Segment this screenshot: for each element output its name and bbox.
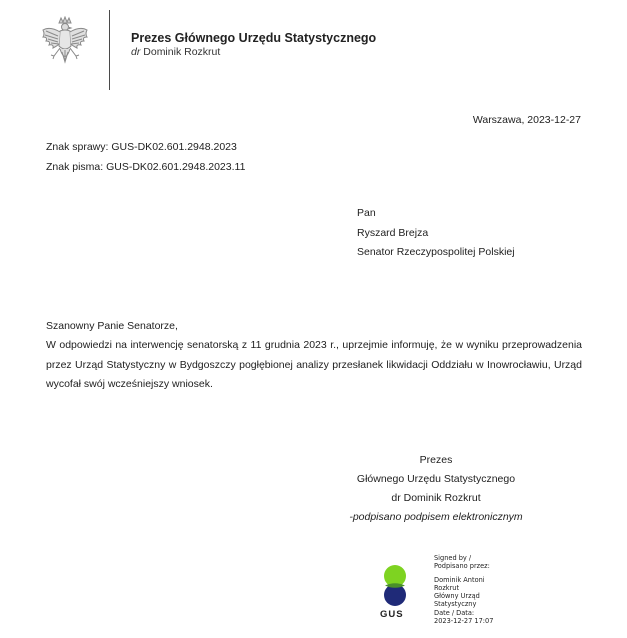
recipient-title: Senator Rzeczypospolitej Polskiej	[357, 246, 515, 258]
signature-role: Prezes	[419, 454, 453, 466]
signer-line-1: Dominik Antoni	[434, 576, 485, 584]
signature-date-label: Date / Data:	[434, 609, 475, 617]
letter-date: Warszawa, 2023-12-27	[472, 114, 581, 126]
letterhead-subtitle	[131, 46, 220, 58]
letter-reference: Znak pisma: GUS-DK02.601.2948.2023.11	[46, 161, 246, 173]
signature-institution: Głównego Urzędu Statystycznego	[356, 473, 516, 485]
letter-greeting: Szanowny Panie Senatorze,	[46, 320, 178, 332]
letter-body-paragraph: W odpowiedzi na interwencję senatorską z 11 grudnia 2023 r., uprzejmie informuję, że w wyniku przeprowadzenia przez Urząd Statystyczny w Bydgoszczy pogłębionej analizy przesłanek likwidacji Oddziału w Inowrocławiu, Urząd wycofał swój wcześniejszy wniosek.	[46, 339, 582, 390]
gus-logo-text: GUS	[380, 609, 404, 620]
signed-by-label-pl: Podpisano przez:	[434, 562, 490, 570]
signature-name: dr Dominik Rozkrut	[391, 492, 481, 504]
signer-line-3: Główny Urząd	[434, 592, 480, 600]
polish-eagle-emblem-icon	[40, 16, 90, 72]
letterhead-subtitle-name: Dominik Rozkrut	[143, 46, 221, 58]
signer-line-2: Rozkrut	[434, 584, 460, 592]
letterhead-title: Prezes Głównego Urzędu Statystycznego	[131, 31, 377, 45]
signature-electronic-note: -podpisano podpisem elektronicznym	[349, 511, 523, 523]
signature-date	[434, 609, 493, 625]
signed-by-label-en: Signed by /	[434, 554, 472, 562]
signature-date-value: 2023-12-27 17:07	[434, 617, 494, 625]
signer-details	[434, 576, 485, 608]
recipient-salutation: Pan	[357, 207, 376, 219]
letterhead-divider	[109, 10, 110, 90]
signer-line-4: Statystyczny	[434, 600, 477, 608]
case-reference: Znak sprawy: GUS-DK02.601.2948.2023	[46, 141, 237, 153]
letterhead-subtitle-prefix: dr	[131, 46, 141, 58]
signed-by-label	[434, 554, 490, 570]
recipient-name: Ryszard Brejza	[357, 227, 429, 239]
gus-logo-icon	[377, 561, 413, 609]
